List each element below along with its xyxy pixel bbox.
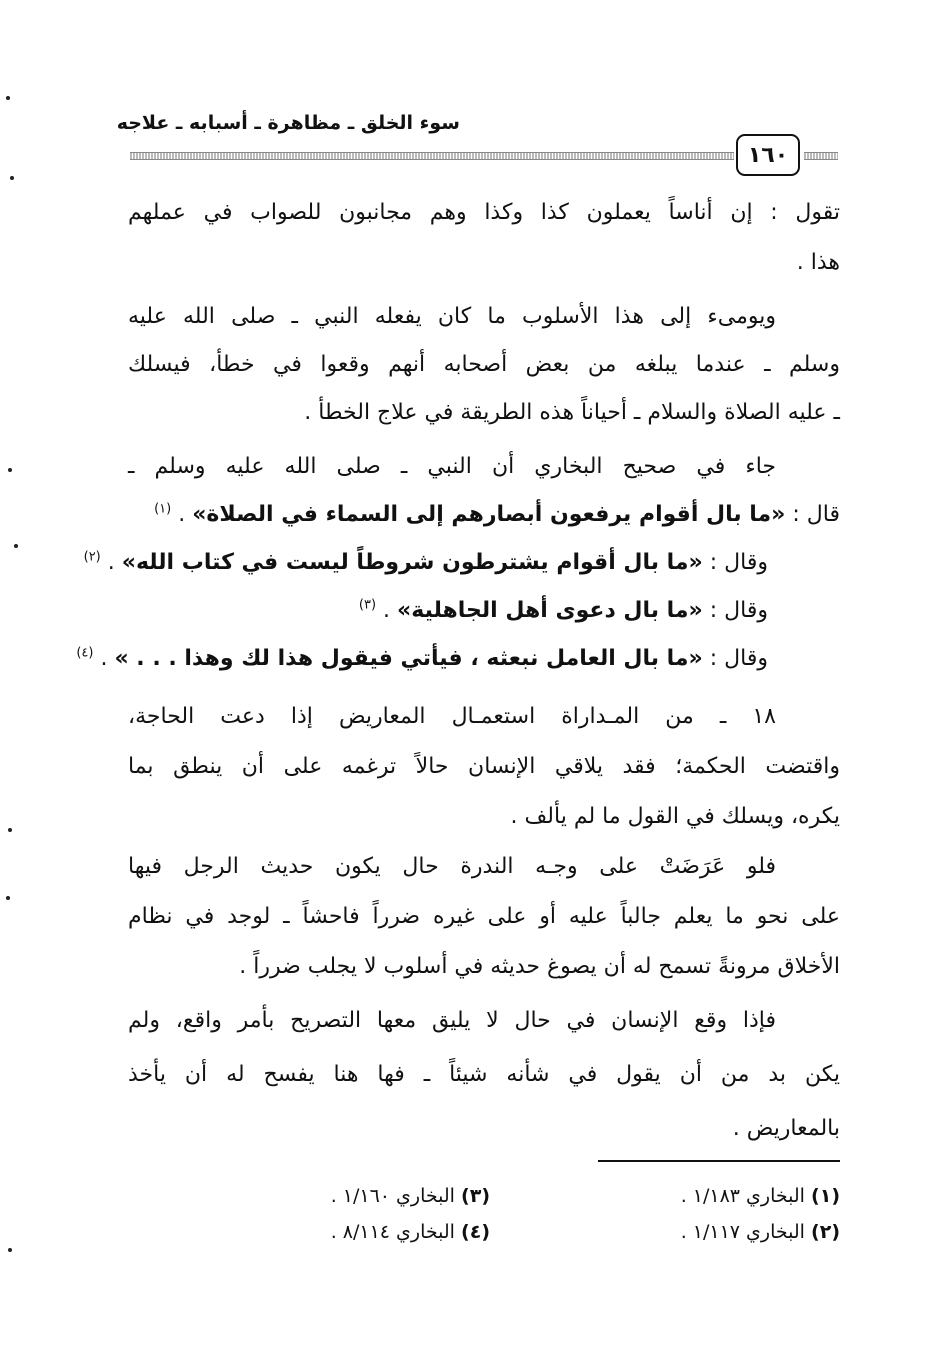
body-line-12: الأخلاق مرونةً تسمح له أن يصوغ حديثه في أسلوب لا يجلب ضرراً . (239, 954, 840, 979)
hadith-quote-1: «ما بال أقوام يرفعون أبصارهم إلى السماء في الصلاة» (192, 502, 786, 527)
footnote-rule (598, 1160, 840, 1162)
footnote-number: (١) (811, 1185, 840, 1207)
scan-speck (14, 544, 18, 548)
scan-speck (6, 96, 10, 100)
body-line-9: يكره، ويسلك في القول ما لم يألف . (510, 804, 840, 829)
scan-speck (8, 1248, 12, 1252)
scan-speck (10, 176, 14, 180)
hadith-quote-4: «ما بال العامل نبعثه ، فيأتي فيقول هذا لك وهذا . . . » (114, 646, 703, 671)
footnote-number: (٣) (461, 1185, 490, 1207)
said-label: وقال : (709, 646, 768, 671)
footnote-ref-3: (٣) (358, 597, 377, 613)
body-line-10: فلو عَرَضَتْ على وجـه الندرة حال يكون حديث الرجل فيها (128, 854, 776, 879)
body-line-8: واقتضت الحكمة؛ فقد يلاقي الإنسان حالاً ترغمه على أن ينطق بما (128, 754, 840, 779)
hadith-line-1 (128, 490, 840, 540)
period: . (171, 502, 193, 527)
body-line-5: ـ عليه الصلاة والسلام ـ أحياناً هذه الطريقة في علاج الخطأ . (304, 400, 840, 425)
header-rule-right (804, 152, 838, 160)
hadith-quote-2: «ما بال أقوام يشترطون شروطاً ليست في كتاب الله» (121, 550, 703, 575)
footnote-ref-4: (٤) (76, 645, 94, 661)
body-line-3: ويومىء إلى هذا الأسلوب ما كان يفعله النبي ـ صلى الله عليه (128, 304, 776, 329)
footnote-text: البخاري ١/١٦٠ . (330, 1185, 455, 1207)
said-label: وقال : (709, 598, 768, 623)
footnote-number: (٤) (461, 1221, 490, 1243)
period: . (93, 646, 115, 671)
body-line-2: هذا . (796, 250, 840, 275)
scan-speck (8, 468, 12, 472)
body-line-15: بالمعاريض . (732, 1116, 840, 1141)
page-number: ١٦٠ (736, 134, 800, 176)
header-rule (130, 152, 734, 160)
footnote-number: (٢) (811, 1221, 840, 1243)
said-label: قال : (792, 502, 840, 527)
footnote-4 (250, 1214, 490, 1250)
body-line-7: ١٨ ـ من المـداراة استعمـال المعاريض إذا دعت الحاجة، (128, 704, 776, 729)
period: . (100, 550, 122, 575)
said-label: وقال : (709, 550, 768, 575)
hadith-line-4 (76, 634, 840, 684)
footnote-text: البخاري ١/١١٧ . (680, 1221, 805, 1243)
scan-speck (8, 828, 12, 832)
period: . (376, 598, 398, 623)
footnote-2 (600, 1214, 840, 1250)
footnote-text: البخاري ٨/١١٤ . (330, 1221, 455, 1243)
hadith-line-3 (128, 586, 840, 636)
body-line-1: تقول : إن أناساً يعملون كذا وكذا وهم مجانبون للصواب في عملهم (128, 200, 840, 225)
body-line-6: جاء في صحيح البخاري أن النبي ـ صلى الله عليه وسلم ـ (128, 454, 776, 479)
body-line-4: وسلم ـ عندما يبلغه من بعض أصحابه أنهم وقعوا في خطأ، فيسلك (128, 352, 840, 377)
footnote-ref-2: (٢) (83, 549, 101, 565)
body-line-11: على نحو ما يعلم جالباً عليه أو على غيره ضرراً فاحشاً ـ لوجد في نظام (128, 904, 840, 929)
scan-speck (6, 896, 10, 900)
running-title: سوء الخلق ـ مظاهرة ـ أسبابه ـ علاجه (116, 112, 460, 134)
footnote-1 (600, 1178, 840, 1214)
hadith-quote-3: «ما بال دعوى أهل الجاهلية» (397, 598, 703, 623)
body-line-13: فإذا وقع الإنسان في حال لا يليق معها التصريح بأمر واقع، ولم (128, 1008, 776, 1033)
hadith-line-2 (83, 538, 840, 588)
body-line-14: يكن بد من أن يقول في شأنه شيئاً ـ فها هنا يفسح له أن يأخذ (128, 1062, 840, 1087)
footnote-ref-1: (١) (154, 501, 172, 517)
footnote-text: البخاري ١/١٨٣ . (680, 1185, 805, 1207)
footnote-3 (250, 1178, 490, 1214)
